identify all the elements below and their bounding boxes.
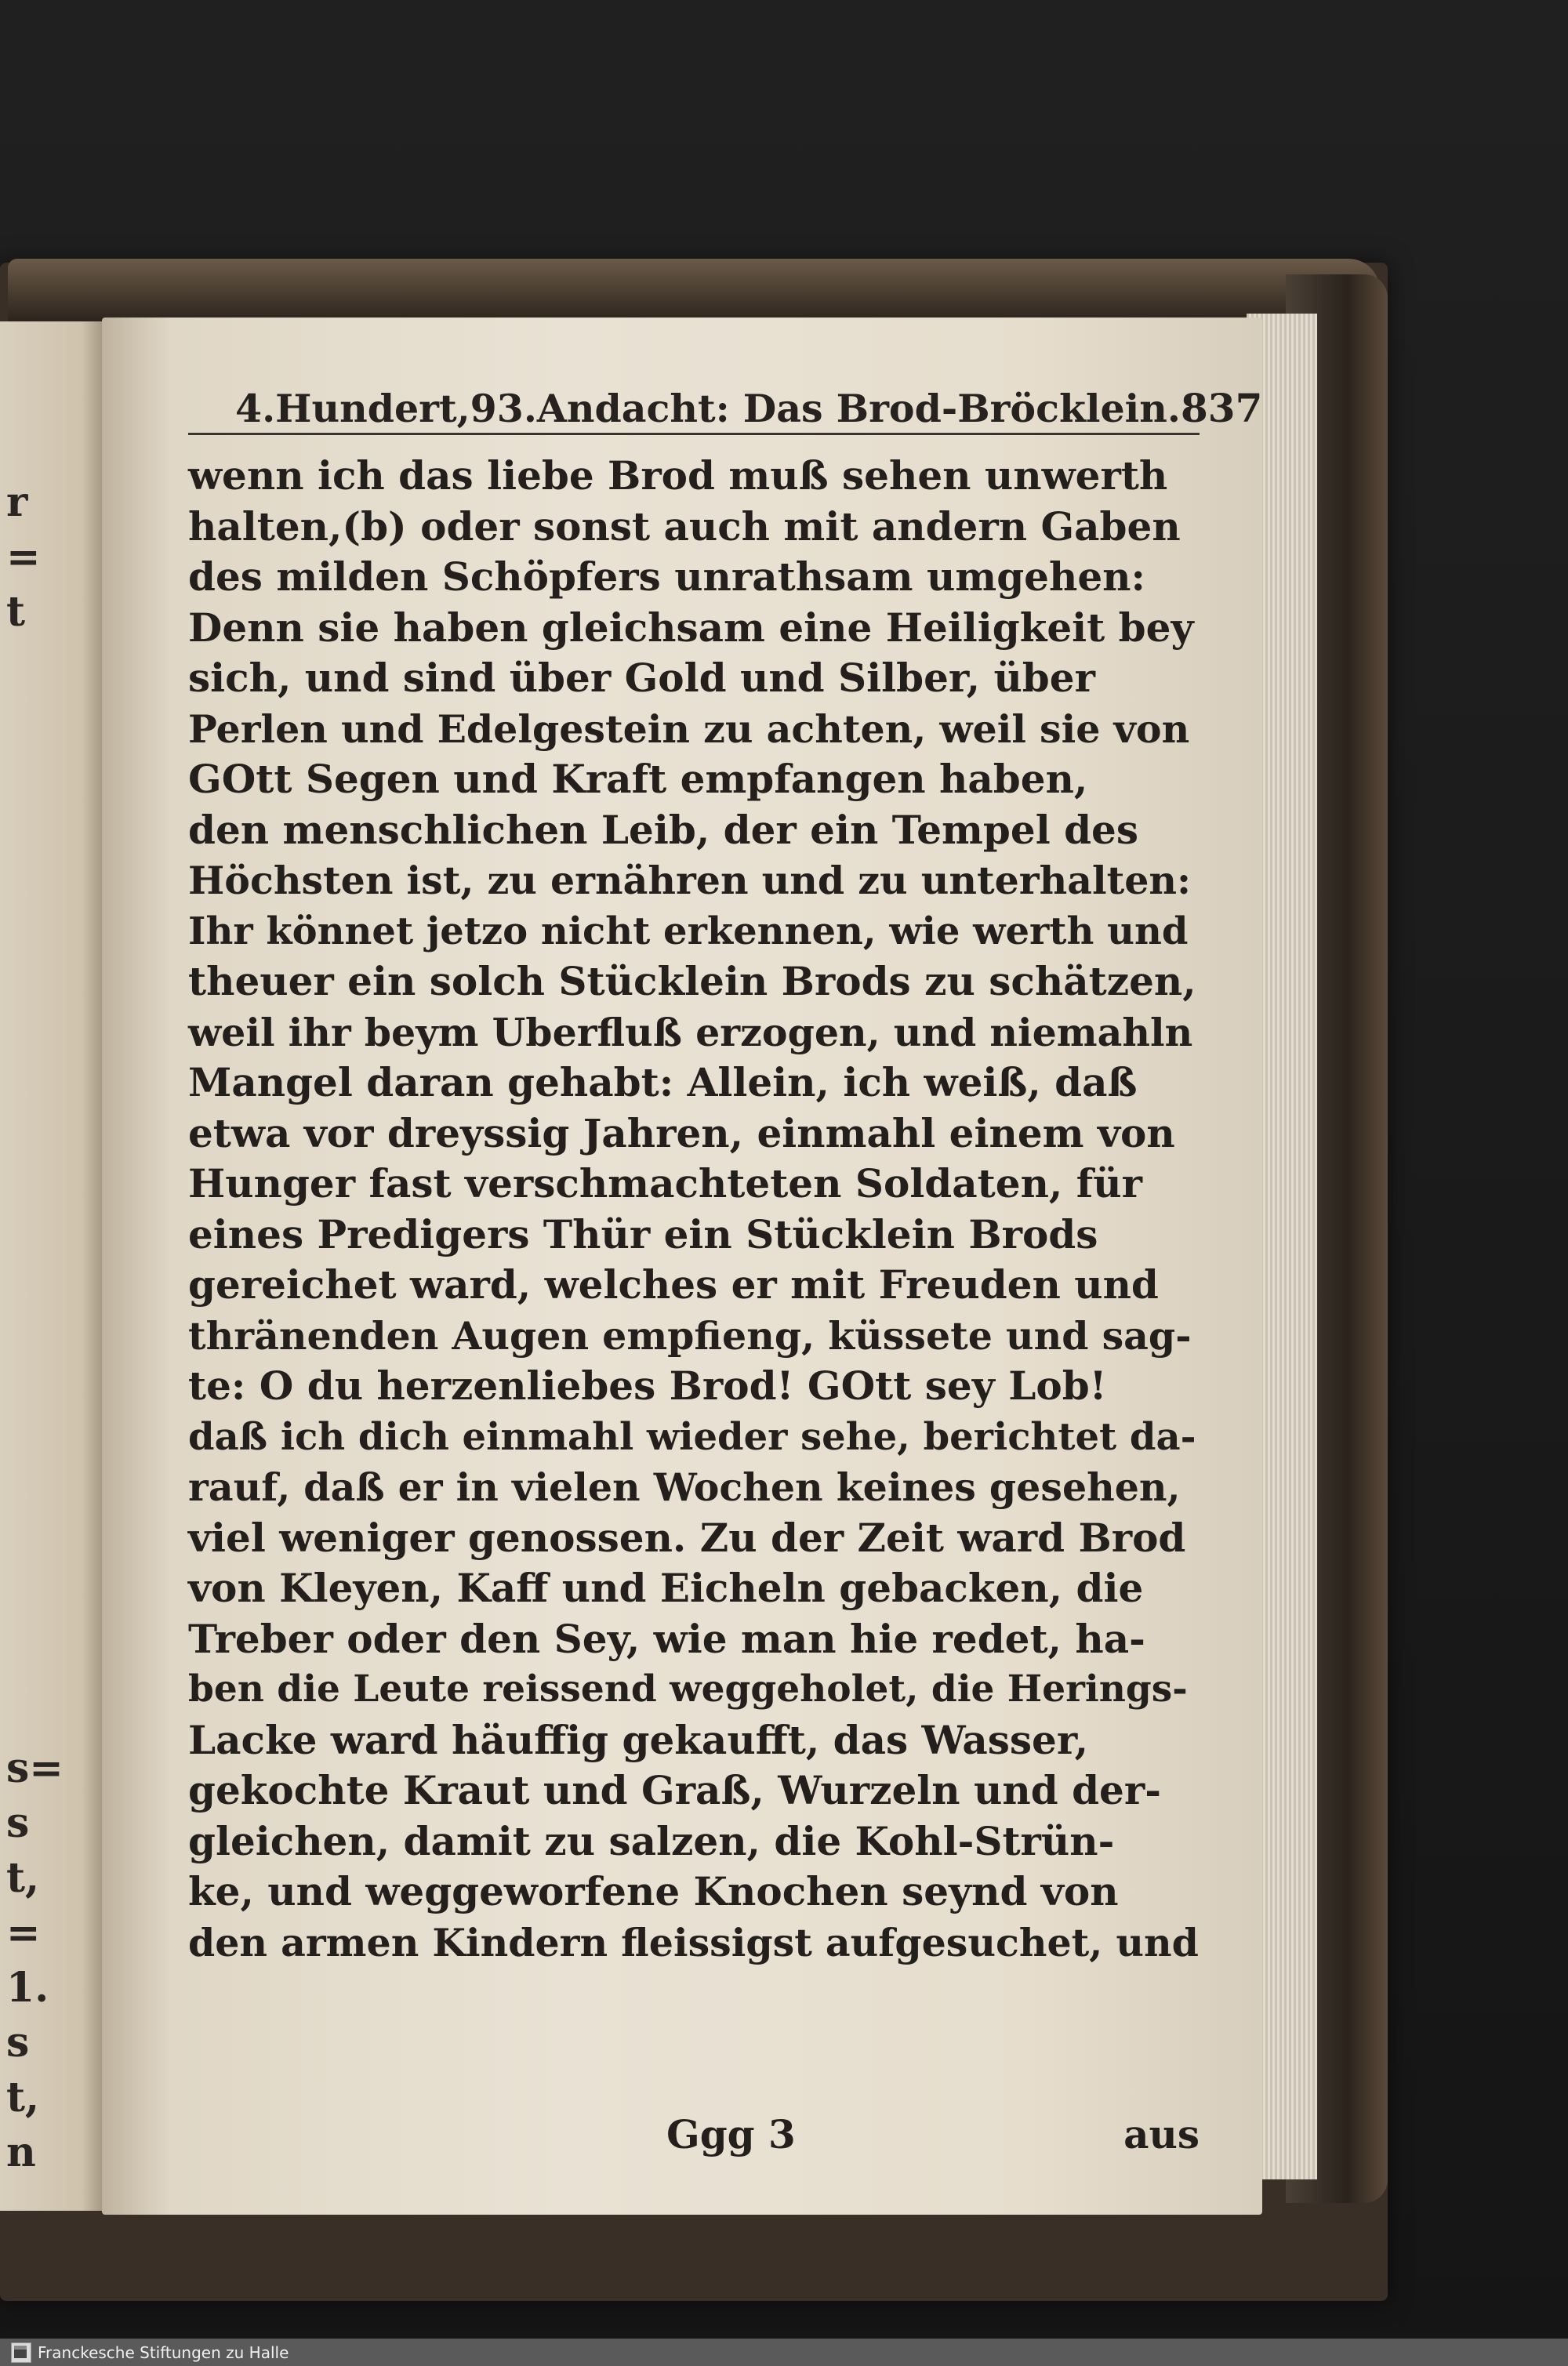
left-page-glyph: s= (6, 1744, 64, 1792)
text-line: halten,(b) oder sonst auch mit andern Gaben (188, 503, 1181, 550)
text-line: Hunger fast verschmachteten Soldaten, für (188, 1160, 1142, 1207)
text-line: Treber oder den Sey, wie man hie redet, ha- (188, 1615, 1145, 1662)
text-line: weil ihr beym Uberfluß erzogen, und niemahln (188, 1009, 1193, 1055)
text-line: etwa vor dreyssig Jahren, einmahl einem von (188, 1109, 1175, 1156)
text-line: te: O du herzenliebes Brod! GOtt sey Lob! (188, 1363, 1107, 1409)
cover-top-edge (8, 259, 1380, 321)
text-line: Perlen und Edelgestein zu achten, weil sie von (188, 706, 1190, 752)
text-line: viel weniger genossen. Zu der Zeit ward Brod (188, 1514, 1186, 1561)
text-line: sich, und sind über Gold und Silber, über (188, 655, 1095, 701)
text-line: Lacke ward häuffig gekaufft, das Wasser, (188, 1716, 1088, 1763)
text-line: thränenden Augen empfieng, küssete und sag- (188, 1312, 1192, 1359)
left-page-glyph: 1. (6, 1964, 49, 2012)
text-line: rauf, daß er in vielen Wochen keines gesehen, (188, 1464, 1181, 1510)
text-line: wenn ich das liebe Brod muß sehen unwerth (188, 452, 1168, 499)
left-page-fragment (0, 321, 102, 2211)
text-line: des milden Schöpfers unrathsam umgehen: (188, 553, 1145, 600)
text-line: GOtt Segen und Kraft empfangen haben, (188, 756, 1088, 802)
left-page-glyph: n (6, 2128, 36, 2176)
text-line: ben die Leute reissend weggeholet, die Herings- (188, 1667, 1188, 1711)
credit-text: Franckesche Stiftungen zu Halle (38, 2343, 289, 2362)
text-line: den menschlichen Leib, der ein Tempel des (188, 806, 1139, 853)
left-page-glyph: s (6, 1799, 30, 1847)
page-footer (188, 2111, 1200, 2166)
signature-mark: Ggg 3 (666, 2111, 796, 2157)
text-line: Ihr könnet jetzo nicht erkennen, wie werth und (188, 909, 1189, 953)
text-line: gleichen, damit zu salzen, die Kohl-Strün- (188, 1817, 1115, 1864)
building-icon (14, 2346, 27, 2358)
left-page-glyph: r (6, 478, 28, 526)
text-line: eines Predigers Thür ein Stücklein Brods (188, 1210, 1098, 1257)
catchword: aus (1123, 2111, 1200, 2157)
body-text (188, 451, 1200, 1968)
header-rule (188, 433, 1200, 435)
page-number: 837 (1180, 385, 1263, 431)
left-page-glyph: = (6, 1909, 41, 1957)
text-line: gekochte Kraut und Graß, Wurzeln und der- (188, 1767, 1161, 1813)
text-line: den armen Kindern fleissigst aufgesuchet, und (188, 1919, 1199, 1965)
left-page-glyph: = (6, 533, 41, 581)
left-page-glyph: s (6, 2019, 30, 2067)
running-title: 4.Hundert,93.Andacht: Das Brod-Bröcklein. (235, 386, 1181, 431)
left-page-glyph: t, (6, 1854, 40, 1902)
left-page-glyph: t, (6, 2074, 40, 2121)
text-line: daß ich dich einmahl wieder sehe, berichtet da- (188, 1414, 1196, 1459)
text-line: von Kleyen, Kaff und Eicheln gebacken, die (188, 1565, 1144, 1611)
text-line: ke, und weggeworfene Knochen seynd von (188, 1868, 1119, 1914)
text-line: gereichet ward, welches er mit Freuden und (188, 1261, 1159, 1308)
text-line: Denn sie haben gleichsam eine Heiligkeit bey (188, 604, 1194, 651)
left-page-glyph: t (6, 588, 26, 636)
text-line: theuer ein solch Stücklein Brods zu schätzen, (188, 958, 1196, 1004)
text-line: Höchsten ist, zu ernähren und zu unterhalten: (188, 858, 1192, 903)
text-line: Mangel daran gehabt: Allein, ich weiß, daß (188, 1059, 1138, 1105)
running-header (235, 368, 1263, 431)
